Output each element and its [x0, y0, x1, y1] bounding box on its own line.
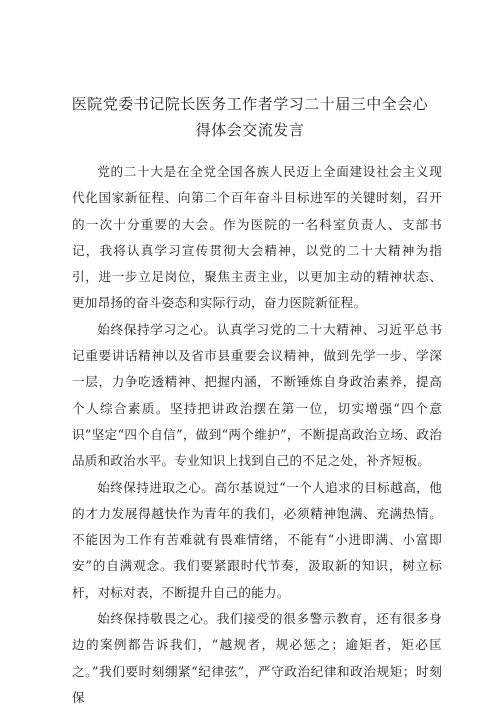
paragraph-intro: 党的二十大是在全党全国各族人民迈上全面建设社会主义现代化国家新征程、向第二个百年奋斗目标进军的关键时刻，召开的一次十分重要的大会。作为医院的一名科室负责人、支部书记，我将认真学习宣传贯彻大会精神，以党的二十大精神为指引，进一步立足岗位，聚焦主责主业，以更加主动的精神状态、更加昂扬的奋斗姿态和实际行动，奋力医院新征程。 [72, 164, 442, 311]
document-body [72, 159, 442, 707]
paragraph-learning: 始终保持学习之心。认真学习党的二十大精神、习近平总书记重要讲话精神以及省市县重要会议精神，做到先学一步、学深一层，力争吃透精神、把握内涵，不断锤炼自身政治素养，提高个人综合素质。坚持把讲政治摆在第一位，切实增强“四个意识”坚定“四个自信”，做到“两个维护”，不断提高政治立场、政治品质和政治水平。专业知识上找到自己的不足之处，补齐短板。 [72, 321, 442, 469]
paragraph-progress: 始终保持进取之心。高尔基说过“一个人追求的目标越高，他的才力发展得越快作为青年的我们，必须精神饱满、充满热情。不能因为工作有苦难就有畏难情绪，不能有“小进即满、小富即安”的自满观念。我们要紧跟时代节奏，汲取新的知识，树立标杆，对标对表，不断提升自己的能力。 [72, 479, 442, 600]
paragraph-reverence: 始终保持敬畏之心。我们接受的很多警示教育，还有很多身边的案例都告诉我们，“越规者，规必惩之；逾矩者，矩必匡之。”我们要时刻绷紧“纪律弦”，严守政治纪律和政治规矩；时刻保 [72, 611, 442, 705]
document-title-line-2: 得体会交流发言 [195, 121, 305, 139]
document-title-line-1: 医院党委书记院长医务工作者学习二十届三中全会心 [71, 95, 429, 113]
